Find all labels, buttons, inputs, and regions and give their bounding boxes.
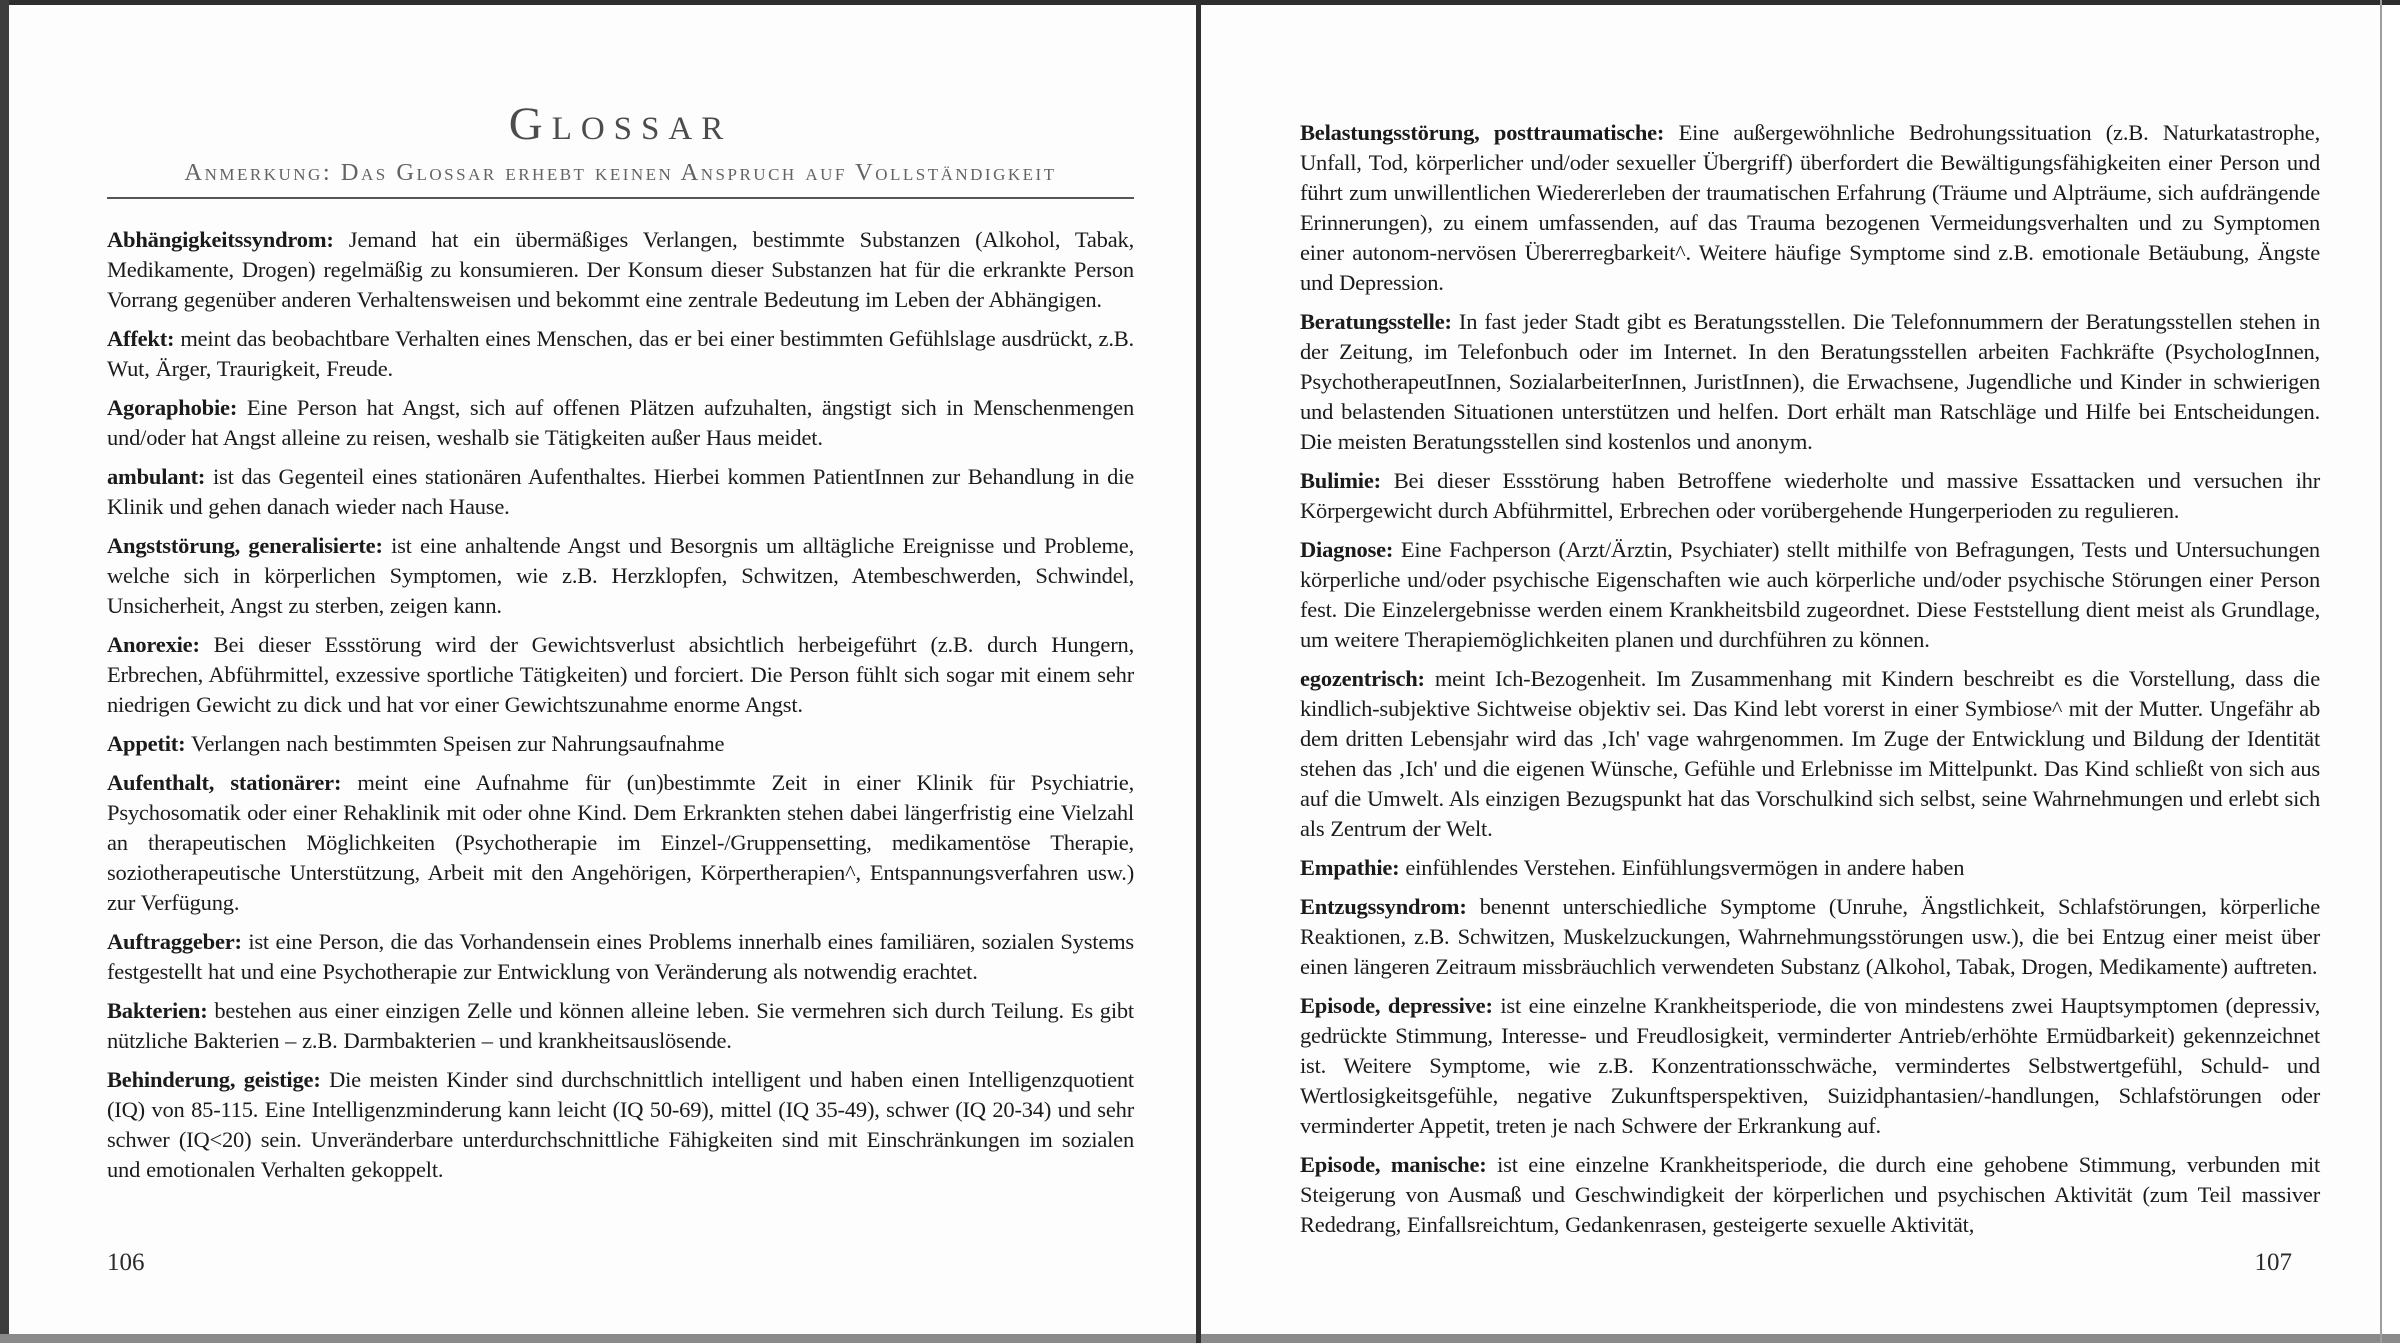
glossary-definition: ist eine einzelne Krankheitsperiode, die durch eine gehobene Stimmung, verbunden mit Steigerung von Ausmaß und Geschwindigkeit der körperlichen und psychischen Aktivität (zum Teil massiver Rededrang, Einfallsreichtum, Gedankenrasen, gesteigerte sexuelle Aktivität, — [1300, 1152, 2320, 1237]
glossary-term: Abhängigkeitssyndrom: — [107, 226, 334, 252]
glossary-term: Auftraggeber: — [107, 928, 242, 954]
page-left — [9, 5, 1196, 1334]
subtitle-rule — [107, 197, 1134, 199]
glossary-definition: Bei dieser Essstörung haben Betroffene wiederholte und massive Essattacken und versuchen ihr Körpergewicht durch Abführmittel, Erbrechen oder vorübergehende Hungerperioden zu regulieren. — [1300, 468, 2320, 523]
glossary-entry — [1300, 991, 2320, 1141]
scan-border-left — [0, 0, 9, 1343]
glossary-entry — [107, 927, 1134, 987]
glossary-definition: meint das beobachtbare Verhalten eines Menschen, das er bei einer bestimmten Gefühlslage ausdrückt, z.B. Wut, Ärger, Traurigkeit, Freude. — [107, 325, 1134, 381]
glossary-entry — [107, 531, 1134, 621]
glossary-definition: Eine Fachperson (Arzt/Ärztin, Psychiater) stellt mithilfe von Befragungen, Tests und Untersuchungen körperliche und/oder psychische Eigenschaften wie auch körperliche und/oder psychische Störungen einer Person fest. Die Einzelergebnisse werden einem Krankheitsbild zugeordnet. Diese Feststellung dient meist als Grundlage, um weitere Therapiemöglichkeiten planen und durchführen zu können. — [1300, 537, 2320, 652]
glossary-entry — [107, 996, 1134, 1056]
glossary-term: Behinderung, geistige: — [107, 1066, 321, 1092]
glossary-definition: Eine Person hat Angst, sich auf offenen Plätzen aufzuhalten, ängstigt sich in Menschenmengen und/oder hat Angst alleine zu reisen, weshalb sie Tätigkeiten außer Haus meidet. — [107, 394, 1134, 450]
glossary-definition: ist eine anhaltende Angst und Besorgnis um alltägliche Ereignisse und Probleme, welche sich in körperlichen Symptomen, wie z.B. Herzklopfen, Schwitzen, Atembeschwerden, Schwindel, Unsicherheit, Angst zu sterben, zeigen kann. — [107, 532, 1134, 618]
glossary-entry — [107, 729, 1134, 759]
glossary-term: Bulimie: — [1300, 468, 1381, 493]
glossary-term: Beratungsstelle: — [1300, 309, 1452, 334]
page-subtitle: Anmerkung: Das Glossar erhebt keinen Anspruch auf Vollständigkeit — [184, 159, 1057, 187]
glossary-term: Belastungsstörung, posttraumatische: — [1300, 120, 1665, 145]
glossary-term: Diagnose: — [1300, 537, 1394, 562]
glossary-term: Angststörung, generalisierte: — [107, 532, 383, 558]
glossary-term: Agoraphobie: — [107, 394, 238, 420]
glossary-entry — [107, 768, 1134, 918]
glossary-entry — [1300, 892, 2320, 982]
glossary-term: Bakterien: — [107, 997, 208, 1023]
glossary-definition: meint eine Aufnahme für (un)bestimmte Zeit in einer Klinik für Psychiatrie, Psychosomatik oder einer Rehaklinik mit oder ohne Kind. Dem Erkrankten stehen dabei längerfristig eine Vielzahl an therapeutischen Möglichkeiten (Psychotherapie im Einzel-/Gruppensetting, medikamentöse Therapie, soziotherapeutische Unterstützung, Arbeit mit den Angehörigen, Körpertherapien^, Entspannungsverfahren usw.) zur Verfügung. — [107, 769, 1134, 915]
glossary-entries-left — [107, 225, 1134, 1185]
glossary-definition: Die meisten Kinder sind durchschnittlich intelligent und haben einen Intelligenzquotient (IQ) von 85-115. Eine Intelligenzminderung kann leicht (IQ 50-69), mittel (IQ 35-49), schwer (IQ 20-34) und sehr schwer (IQ<20) sein. Unveränderbare unterdurchschnittliche Fähigkeiten sind mit Einschränkungen im sozialen und emotionalen Verhalten gekoppelt. — [107, 1066, 1134, 1182]
glossary-entry — [107, 393, 1134, 453]
glossary-entry — [107, 225, 1134, 315]
glossary-definition: Bei dieser Essstörung wird der Gewichtsverlust absichtlich herbeigeführt (z.B. durch Hungern, Erbrechen, Abführmittel, exzessive sportliche Tätigkeiten) und forciert. Die Person fühlt sich sogar mit einem sehr niedrigen Gewicht zu dick und hat vor einer Gewichtszunahme enorme Angst. — [107, 631, 1134, 717]
glossary-term: Entzugssyndrom: — [1300, 894, 1467, 919]
glossary-term: ambulant: — [107, 463, 206, 489]
glossary-entry — [1300, 664, 2320, 844]
glossary-term: Anorexie: — [107, 631, 200, 657]
glossary-entry — [1300, 466, 2320, 526]
glossary-definition: ist eine Person, die das Vorhandensein eines Problems innerhalb eines familiären, sozialen Systems festgestellt hat und eine Psychotherapie zur Entwicklung von Veränderung als notwendig erachtet. — [107, 928, 1134, 984]
glossary-definition: Jemand hat ein übermäßiges Verlangen, bestimmte Substanzen (Alkohol, Tabak, Medikamente, Drogen) regelmäßig zu konsumieren. Der Konsum dieser Substanzen hat für die erkrankte Person Vorrang gegenüber anderen Verhaltensweisen und bekommt eine zentrale Bedeutung im Leben der Abhängigen. — [107, 226, 1134, 312]
glossary-term: Episode, depressive: — [1300, 993, 1493, 1018]
page-right — [1201, 5, 2380, 1334]
glossary-term: Episode, manische: — [1300, 1152, 1487, 1177]
glossary-term: Aufenthalt, stationärer: — [107, 769, 342, 795]
glossary-term: Affekt: — [107, 325, 175, 351]
glossary-entry — [1300, 535, 2320, 655]
glossary-entry — [107, 1065, 1134, 1185]
glossary-entry — [1300, 1150, 2320, 1240]
glossary-definition: In fast jeder Stadt gibt es Beratungsstellen. Die Telefonnummern der Beratungsstellen stehen in der Zeitung, im Telefonbuch oder im Internet. In den Beratungsstellen arbeiten Fachkräfte (PsychologInnen, PsychotherapeutInnen, SozialarbeiterInnen, JuristInnen), die Erwachsene, Jugendliche und Kinder in schwierigen und belastenden Situationen unterstützen und helfen. Dort erhält man Ratschläge und Hilfe bei Entscheidungen. Die meisten Beratungsstellen sind kostenlos und anonym. — [1300, 309, 2320, 454]
glossary-definition: benennt unterschiedliche Symptome (Unruhe, Ängstlichkeit, Schlafstörungen, körperliche Reaktionen, z.B. Schwitzen, Muskelzuckungen, Wahrnehmungsstörungen usw.), die bei Entzug einer meist über einen längeren Zeitraum missbräuchlich verwendeten Substanz (Alkohol, Tabak, Drogen, Medikamente) auftreten. — [1300, 894, 2320, 979]
page-number-right: 107 — [2254, 1249, 2292, 1276]
glossary-entry — [1300, 853, 2320, 883]
glossary-entry — [107, 630, 1134, 720]
page-number-left: 106 — [107, 1249, 145, 1276]
glossary-entry — [107, 324, 1134, 384]
glossary-entry — [1300, 118, 2320, 298]
glossary-definition: Verlangen nach bestimmten Speisen zur Nahrungsaufnahme — [190, 730, 725, 756]
glossary-term: Empathie: — [1300, 855, 1400, 880]
glossary-term: egozentrisch: — [1300, 666, 1425, 691]
page-title: Glossar — [508, 98, 733, 150]
glossary-definition: bestehen aus einer einzigen Zelle und können alleine leben. Sie vermehren sich durch Teilung. Es gibt nützliche Bakterien – z.B. Darmbakterien – und krankheitsauslösende. — [107, 997, 1134, 1053]
glossary-definition: ist das Gegenteil eines stationären Aufenthaltes. Hierbei kommen PatientInnen zur Behandlung in die Klinik und gehen danach wieder nach Hause. — [107, 463, 1134, 519]
glossary-entry — [1300, 307, 2320, 457]
glossary-definition: Eine außergewöhnliche Bedrohungssituation (z.B. Naturkatastrophe, Unfall, Tod, körperlicher und/oder sexueller Übergriff) überfordert die Bewältigungsfähigkeiten einer Person und führt zum unwillentlichen Wiedererleben der traumatischen Erfahrung (Träume und Alpträume, sich aufdrängende Erinnerungen), zu einem umfassenden, auf das Trauma bezogenen Vermeidungsverhalten und zu Symptomen einer autonom-nervösen Übererregbarkeit^. Weitere häufige Symptome sind z.B. emotionale Betäubung, Ängste und Depression. — [1300, 120, 2320, 295]
glossary-definition: ist eine einzelne Krankheitsperiode, die von mindestens zwei Hauptsymptomen (depressiv, gedrückte Stimmung, Interesse- und Freudlosigkeit, verminderter Antrieb/erhöhte Ermüdbarkeit) gekennzeichnet ist. Weitere Symptome, wie z.B. Konzentrationsschwäche, vermindertes Selbstwertgefühl, Schuld- und Wertlosigkeitsgefühle, negative Zukunftsperspektiven, Suizidphantasien/-handlungen, Schlafstörungen oder verminderter Appetit, treten je nach Schwere der Erkrankung auf. — [1300, 993, 2320, 1138]
scan-border-right — [2380, 0, 2382, 1343]
glossary-term: Appetit: — [107, 730, 186, 756]
glossary-entry — [107, 462, 1134, 522]
glossary-entries-right — [1300, 118, 2320, 1240]
glossary-definition: einfühlendes Verstehen. Einfühlungsvermögen in andere haben — [1405, 855, 1965, 880]
glossary-definition: meint Ich-Bezogenheit. Im Zusammenhang mit Kindern beschreibt es die Vorstellung, dass die kindlich-subjektive Sichtweise objektiv sei. Das Kind lebt vorerst in einer Symbiose^ mit der Mutter. Ungefähr ab dem dritten Lebensjahr wird das ‚Ich' vage wahrgenommen. Im Zuge der Entwicklung und Bildung der Identität stehen das ‚Ich' und die eigenen Wünsche, Gefühle und Erlebnisse im Mittelpunkt. Das Kind schließt von sich aus auf die Umwelt. Als einzigen Bezugspunkt hat das Vorschulkind sich selbst, seine Wahrnehmungen und erlebt sich als Zentrum der Welt. — [1300, 666, 2320, 841]
